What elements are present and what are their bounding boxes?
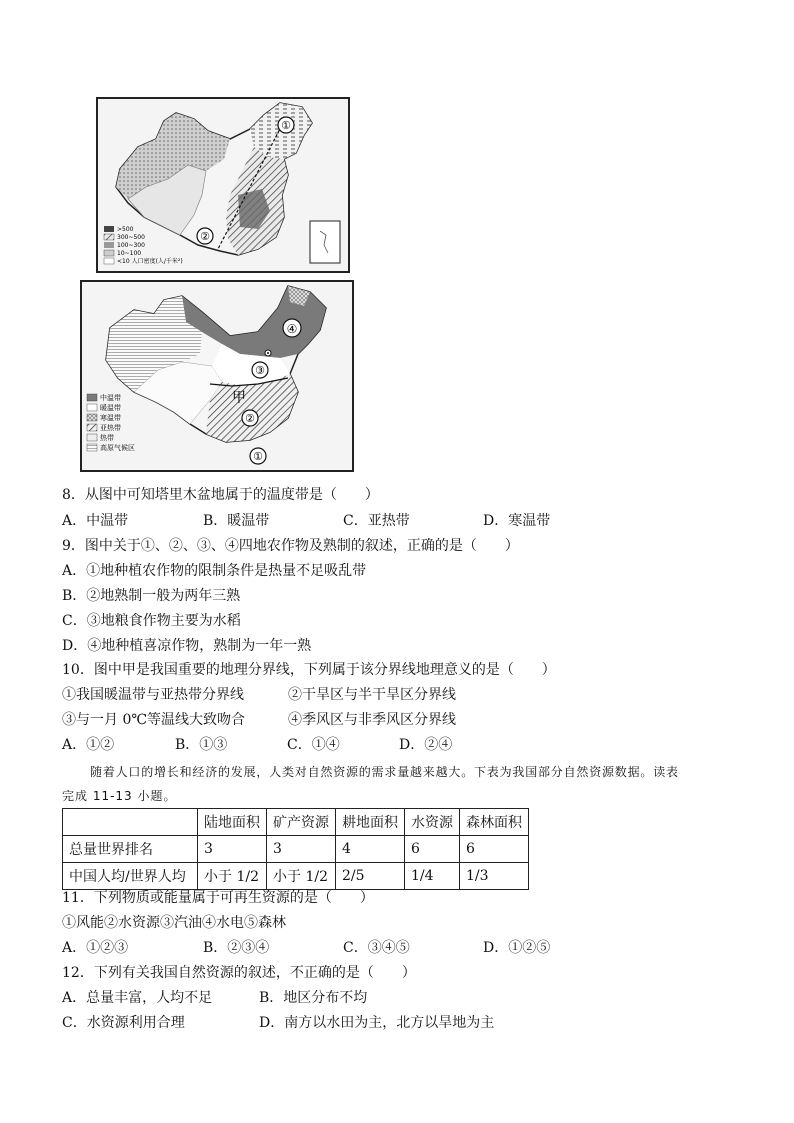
- map2-legend-3: 寒温带: [100, 414, 121, 422]
- map1-legend-5: <10 人口密度(人/千米²): [117, 258, 183, 265]
- table-cell: 小于 1/2: [267, 863, 336, 890]
- map2-legend-1: 中温带: [100, 394, 121, 402]
- q8-option-d: D．寒温带: [483, 513, 551, 529]
- q11-option-c: C．③④⑤: [343, 940, 410, 956]
- resource-table: [62, 808, 529, 890]
- table-header-cell: 耕地面积: [336, 809, 405, 836]
- population-map-graphic: [98, 99, 348, 271]
- table-cell: 1/4: [405, 863, 460, 890]
- table-cell: 中国人均/世界人均: [63, 863, 198, 890]
- map2-legend-2: 暖温带: [100, 404, 121, 412]
- q12-option-b: B．地区分布不均: [259, 990, 368, 1006]
- map1-legend: [104, 226, 183, 265]
- table-row: [63, 863, 529, 890]
- passage-line-2: 完成 11-13 小题。: [62, 789, 177, 803]
- table-header-row: [63, 809, 529, 836]
- q10-option-d: D．②④: [399, 737, 453, 753]
- map1-legend-2: 300~500: [117, 234, 145, 241]
- table-cell: 4: [336, 836, 405, 863]
- temperature-map-graphic: [82, 282, 352, 470]
- map2-legend-5: 热带: [100, 434, 114, 442]
- table-header-cell: 森林面积: [460, 809, 529, 836]
- question-10-stem: 10．图中甲是我国重要的地理分界线，下列属于该分界线地理意义的是（ ）: [62, 662, 556, 678]
- q8-option-a: A．中温带: [62, 513, 129, 529]
- table-cell: 小于 1/2: [198, 863, 267, 890]
- map2-marker-3: ③: [255, 364, 265, 377]
- q10-item-1: ①我国暖温带与亚热带分界线: [62, 687, 244, 703]
- map1-marker-2: ②: [200, 230, 210, 243]
- q10-option-b: B．①③: [175, 737, 228, 753]
- map2-legend-6: 高原气候区: [100, 444, 135, 452]
- q10-option-a: A．①②: [62, 737, 115, 753]
- q12-option-c: C．水资源利用合理: [62, 1015, 185, 1031]
- q9-option-c: C．③地粮食作物主要为水稻: [62, 613, 241, 629]
- q11-option-b: B．②③④: [203, 940, 270, 956]
- table-cell: 6: [405, 836, 460, 863]
- q11-items: ①风能②水资源③汽油④水电⑤森林: [62, 915, 286, 931]
- q10-item-4: ④季风区与非季风区分界线: [288, 712, 456, 728]
- passage-line-1: 随着人口的增长和经济的发展，人类对自然资源的需求量越来越大。下表为我国部分自然资源数据。读表: [90, 765, 679, 779]
- question-11-stem: 11．下列物质或能量属于可再生资源的是（ ）: [62, 890, 374, 906]
- q11-option-d: D．①②⑤: [483, 940, 551, 956]
- jia-label: 甲: [232, 390, 246, 406]
- q12-option-d: D．南方以水田为主，北方以旱地为主: [259, 1015, 495, 1031]
- q8-option-c: C．亚热带: [343, 513, 410, 529]
- table-header-cell: 陆地面积: [198, 809, 267, 836]
- table-cell: 6: [460, 836, 529, 863]
- map2-marker-2: ②: [245, 412, 255, 425]
- question-9-stem: 9．图中关于①、②、③、④四地农作物及熟制的叙述，正确的是（ ）: [62, 538, 519, 554]
- table-cell: 3: [198, 836, 267, 863]
- table-header-cell: [63, 809, 198, 836]
- q10-item-2: ②干旱区与半干旱区分界线: [288, 687, 456, 703]
- map1-marker-1: ①: [281, 119, 291, 132]
- q9-option-d: D．④地种植喜凉作物，熟制为一年一熟: [62, 638, 312, 654]
- map2-marker-4: ④: [286, 322, 298, 336]
- map2-legend: [87, 393, 135, 452]
- table-cell: 总量世界排名: [63, 836, 198, 863]
- table-header-cell: 水资源: [405, 809, 460, 836]
- table-row: [63, 836, 529, 863]
- map2-legend-4: 亚热带: [100, 424, 121, 432]
- table-cell: 1/3: [460, 863, 529, 890]
- population-density-map: [96, 97, 350, 273]
- question-12-stem: 12．下列有关我国自然资源的叙述，不正确的是（ ）: [62, 965, 416, 981]
- map1-legend-3: 100~300: [117, 242, 145, 249]
- map1-legend-1: >500: [117, 226, 134, 233]
- q12-option-a: A．总量丰富，人均不足: [62, 990, 213, 1006]
- question-8-stem: 8．从图中可知塔里木盆地属于的温度带是（ ）: [62, 487, 379, 503]
- map1-legend-4: 10~100: [117, 250, 142, 257]
- q9-option-b: B．②地熟制一般为两年三熟: [62, 588, 241, 604]
- table-cell: 2/5: [336, 863, 405, 890]
- q10-option-c: C．①④: [287, 737, 340, 753]
- map2-marker-1: ①: [253, 450, 263, 463]
- q8-option-b: B．暖温带: [203, 513, 270, 529]
- q11-option-a: A．①②③: [62, 940, 129, 956]
- table-header-cell: 矿产资源: [267, 809, 336, 836]
- table-cell: 3: [267, 836, 336, 863]
- temperature-zone-map: [80, 280, 354, 472]
- q10-item-3: ③与一月 0℃等温线大致吻合: [62, 712, 246, 728]
- q9-option-a: A．①地种植农作物的限制条件是热量不足吸乱带: [62, 563, 367, 579]
